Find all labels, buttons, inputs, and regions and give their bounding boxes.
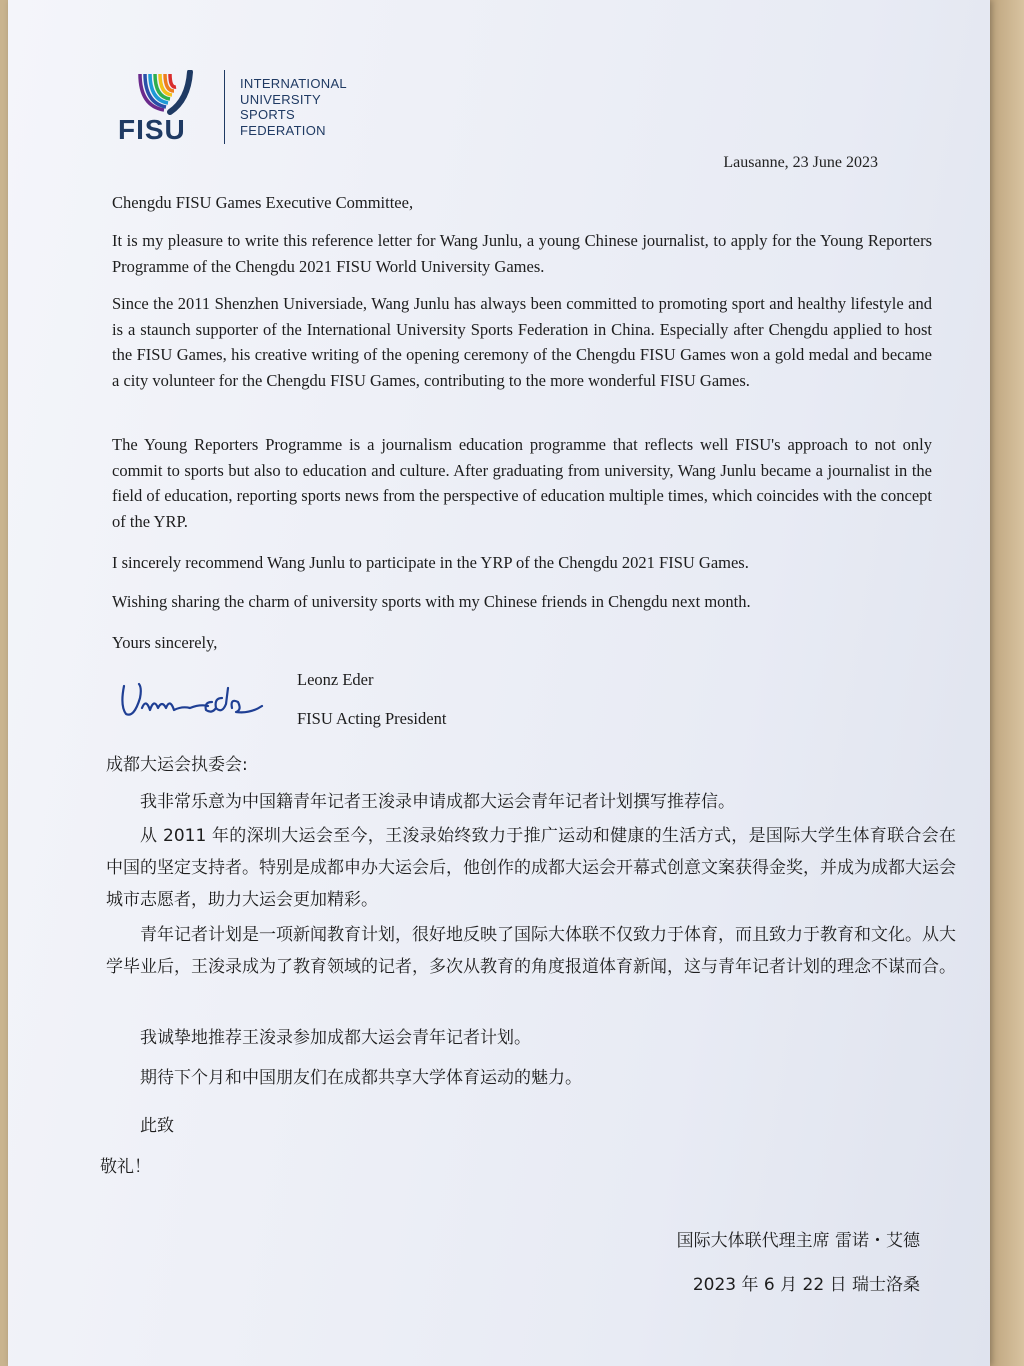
paragraph-en-2	[112, 291, 932, 393]
fisu-rainbow-icon	[118, 70, 228, 116]
salutation-text: Chengdu FISU Games Executive Committee,	[112, 193, 414, 212]
org-line: FEDERATION	[240, 122, 326, 138]
closing-zh	[106, 1110, 956, 1142]
paragraph-text: The Young Reporters Programme is a journalism education programme that reflects well FISU's approach to not only commit to sports but also to education and culture. After graduating from university, Wang Junlu became a journalist in the field of education, reporting sports news from the perspective of education multiple times, which coincides with the concept of the YRP.	[112, 435, 932, 531]
fisu-org-name	[240, 76, 347, 138]
fisu-logo	[118, 70, 378, 150]
paragraph-en-1	[112, 228, 932, 279]
respect-zh: 敬礼！	[100, 1157, 151, 1177]
paragraph-text: 我非常乐意为中国籍青年记者王浚录申请成都大运会青年记者计划撰写推荐信。	[140, 792, 735, 812]
table-surface	[984, 0, 1024, 1366]
handwritten-signature	[112, 668, 282, 728]
paragraph-text: I sincerely recommend Wang Junlu to participate in the YRP of the Chengdu 2021 FISU Games.	[112, 553, 749, 572]
paragraph-text: 从 2011 年的深圳大运会至今，王浚录始终致力于推广运动和健康的生活方式，是国际大学生体育联合会在中国的坚定支持者。特别是成都申办大运会后，他创作的成都大运会开幕式创意文案获得金奖，并成为成都大运会城市志愿者，助力大运会更加精彩。	[106, 826, 956, 910]
fisu-wordmark: FISU	[118, 114, 186, 145]
paragraph-zh-2	[106, 820, 956, 916]
letter-date: Lausanne, 23 June 2023	[723, 154, 878, 171]
paragraph-text: 期待下个月和中国朋友们在成都共享大学体育运动的魅力。	[140, 1068, 582, 1088]
closing-text: Yours sincerely,	[112, 633, 218, 652]
salutation-en	[112, 190, 932, 216]
paragraph-zh-3	[106, 919, 956, 983]
date-line-zh: 2023 年 6 月 22 日 瑞士洛桑	[692, 1275, 920, 1295]
closing-text: 此致	[140, 1116, 174, 1136]
paragraph-text: 我诚挚地推荐王浚录参加成都大运会青年记者计划。	[140, 1028, 531, 1048]
signer-title: FISU Acting President	[297, 709, 447, 728]
paragraph-zh-4	[106, 1022, 956, 1054]
paragraph-en-5	[112, 589, 932, 615]
org-line: INTERNATIONAL	[240, 76, 347, 91]
org-line: UNIVERSITY	[240, 91, 322, 107]
closing-en	[112, 630, 932, 656]
salutation-zh: 成都大运会执委会:	[106, 755, 248, 775]
paragraph-zh-5	[106, 1062, 956, 1094]
paragraph-zh-1	[106, 786, 956, 818]
letter-sheet	[8, 0, 990, 1366]
signer-name: Leonz Eder	[297, 670, 374, 689]
paragraph-text: Wishing sharing the charm of university sports with my Chinese friends in Chengdu next month.	[112, 592, 751, 611]
logo-divider	[224, 70, 225, 144]
paragraph-text: Since the 2011 Shenzhen Universiade, Wang Junlu has always been committed to promoting sport and healthy lifestyle and is a staunch supporter of the International University Sports Federation in China. Especially after Chengdu applied to host the FISU Games, his creative writing of the opening ceremony of the Chengdu FISU Games won a gold medal and became a city volunteer for the Chengdu FISU Games, contributing to the more wonderful FISU Games.	[112, 294, 932, 390]
paragraph-text: It is my pleasure to write this reference letter for Wang Junlu, a young Chinese journalist, to apply for the Young Reporters Programme of the Chengdu 2021 FISU World University Games.	[112, 231, 932, 276]
paragraph-en-3	[112, 432, 932, 534]
signature-line-zh: 国际大体联代理主席 雷诺・艾德	[676, 1231, 920, 1251]
org-line: SPORTS	[240, 107, 296, 122]
paragraph-en-4	[112, 550, 932, 576]
paragraph-text: 青年记者计划是一项新闻教育计划，很好地反映了国际大体联不仅致力于体育，而且致力于教育和文化。从大学毕业后，王浚录成为了教育领域的记者，多次从教育的角度报道体育新闻，这与青年记者计划的理念不谋而合。	[106, 925, 956, 977]
